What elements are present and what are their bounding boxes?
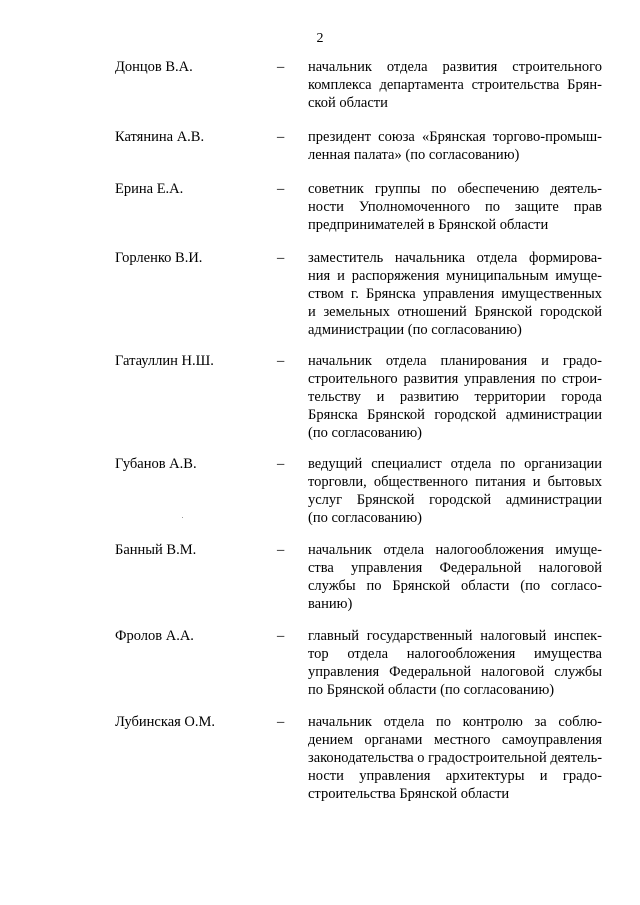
position-line: строительного развития управления по строи- [308,371,602,387]
position-line: заместитель начальника отдела формирова- [308,250,602,266]
position-line: советник группы по обеспечению деятель- [308,181,602,197]
dash-separator: – [277,181,285,197]
position-line: услуг Брянской городской администрации [308,492,602,508]
position-line: ленная палата» (по согласованию) [308,147,520,163]
position-line: службы по Брянской области (по согласо- [308,578,602,594]
dash-separator: – [277,353,285,369]
dash-separator: – [277,129,285,145]
member-position [308,249,602,339]
dash-separator: – [277,250,285,266]
member-position [308,180,602,234]
position-line: (по согласованию) [308,425,422,441]
position-line: по Брянской области (по согласованию) [308,682,555,698]
position-line: Брянска Брянской городской администрации [308,407,602,423]
dash-separator: – [277,59,285,75]
position-line: ния и распоряжения муниципальным имуще- [308,268,602,284]
member-position [308,455,602,527]
position-line: ства управления Федеральной налоговой [308,560,602,576]
position-line: предпринимателей в Брянской области [308,217,549,233]
position-line: начальник отдела налогообложения имуще- [308,542,602,558]
dash-separator: – [277,714,285,730]
dash-separator: – [277,456,285,472]
scan-speck [182,517,183,518]
position-line: начальник отдела по контролю за соблю- [308,714,602,730]
position-line: ности управления архитектуры и градо- [308,768,602,784]
member-name: Ерина Е.А. [115,181,184,197]
dash-separator: – [277,628,285,644]
page-number: 2 [316,31,324,46]
position-line: законодательства о градостроительной деятель- [308,750,602,766]
member-position [308,541,602,613]
position-line: начальник отдела планирования и градо- [308,353,602,369]
position-line: главный государственный налоговый инспек- [308,628,602,644]
position-line: тор отдела налогообложения имущества [308,646,602,662]
member-position [308,58,602,112]
member-name: Банный В.М. [115,542,197,558]
member-name: Катянина А.В. [115,129,205,145]
position-line: начальник отдела развития строительного [308,59,602,75]
position-line: президент союза «Брянская торгово-промыш- [308,129,602,145]
position-line: ности Уполномоченного по защите прав [308,199,602,215]
position-line: (по согласованию) [308,510,422,526]
position-line: ской области [308,95,388,111]
position-line: и земельных отношений Брянской городской [308,304,602,320]
member-position [308,627,602,699]
position-line: дением органами местного самоуправления [308,732,602,748]
position-line: комплекса департамента строительства Брян- [308,77,602,93]
position-line: тельству и развитию территории города [308,389,602,405]
member-name: Губанов А.В. [115,456,197,472]
member-name: Гатауллин Н.Ш. [115,353,214,369]
position-line: управления Федеральной налоговой службы [308,664,602,680]
position-line: ванию) [308,596,353,612]
position-line: торговли, общественного питания и бытовых [308,474,602,490]
dash-separator: – [277,542,285,558]
member-name: Фролов А.А. [115,628,194,644]
position-line: администрации (по согласованию) [308,322,522,338]
member-name: Горленко В.И. [115,250,203,266]
position-line: ством г. Брянска управления имущественных [308,286,602,302]
position-line: строительства Брянской области [308,786,510,802]
member-name: Лубинская О.М. [115,714,216,730]
member-position [308,128,602,164]
position-line: ведущий специалист отдела по организации [308,456,602,472]
member-name: Донцов В.А. [115,59,193,75]
member-position [308,352,602,442]
member-position [308,713,602,803]
